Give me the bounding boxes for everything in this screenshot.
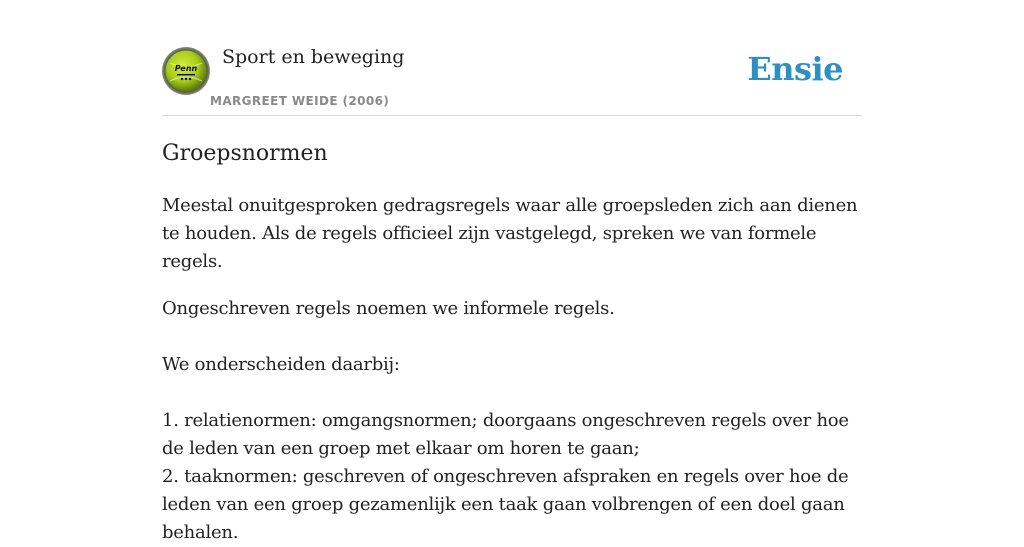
spacer	[162, 379, 862, 407]
paragraph-informal: Ongeschreven regels noemen we informele regels.	[162, 298, 615, 319]
list-item: 1. relatienormen: omgangsnormen; doorgaans ongeschreven regels over hoe de leden van een groep met elkaar om horen te gaan;	[162, 410, 849, 459]
header	[162, 44, 862, 116]
paragraph-definition: Meestal onuitgesproken gedragsregels waar alle groepsleden zich aan dienen te houden. Als de regels officieel zijn vastgelegd, spreken we van formele regels.	[162, 195, 858, 272]
tennis-ball-icon	[162, 47, 210, 95]
article-title: Groepsnormen	[162, 141, 328, 166]
avatar-label: Penn	[174, 64, 198, 73]
avatar[interactable]	[162, 47, 210, 95]
category-link[interactable]: Sport en beweging	[222, 46, 405, 68]
paragraph-intro-list: We onderscheiden daarbij:	[162, 354, 400, 375]
author-credit: MARGREET WEIDE (2006)	[210, 94, 390, 108]
spacer	[162, 323, 862, 351]
list-item: 2. taaknormen: geschreven of ongeschreven afspraken en regels over hoe de leden van een groep gezamenlijk een taak gaan volbrengen of een doel gaan behalen.	[162, 466, 849, 543]
article-body	[162, 138, 862, 547]
brand-logo[interactable]: Ensie	[747, 50, 843, 88]
